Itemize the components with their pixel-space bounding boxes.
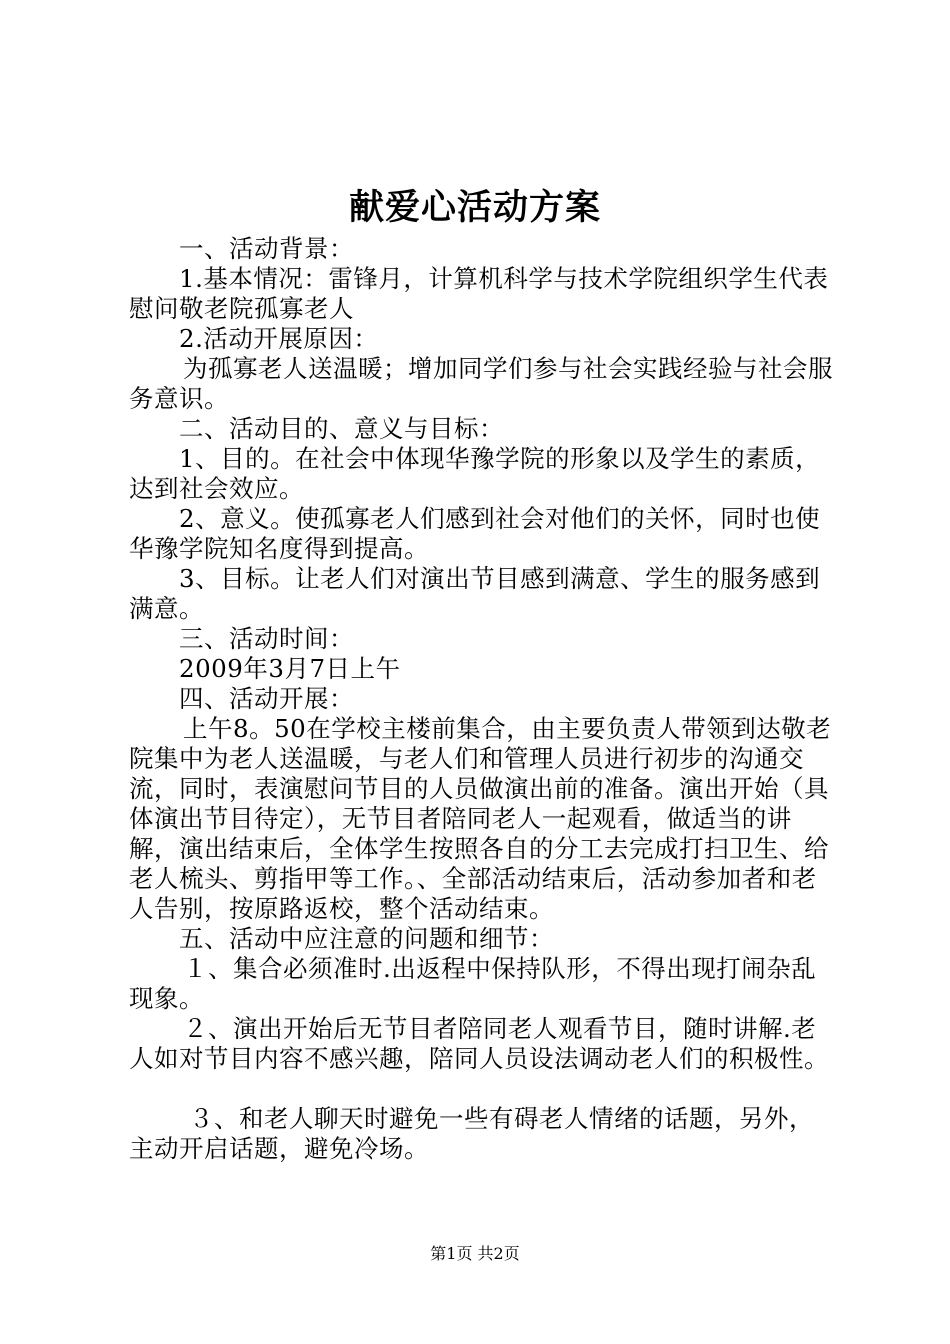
blank-line (129, 1074, 834, 1104)
section-heading-background: 一、活动背景： (179, 234, 354, 263)
document-body (129, 234, 834, 1164)
section-heading-purpose: 二、活动目的、意义与目标： (179, 414, 504, 443)
paragraph-goal: 3、目标。让老人们对演出节目感到满意、学生的服务感到满意。 (129, 564, 821, 623)
paragraph-note-1: １、集合必须准时.出返程中保持队形，不得出现打闹杂乱现象。 (129, 954, 817, 1013)
paragraph-reason: 为孤寡老人送温暖；增加同学们参与社会实践经验与社会服务意识。 (129, 354, 833, 413)
paragraph-note-2: ２、演出开始后无节目者陪同老人观看节目，随时讲解.老人如对节目内容不感兴趣，陪同人员设法调动老人们的积极性。 (129, 1014, 829, 1073)
paragraph-date: 2009年3月7日上午 (179, 654, 401, 683)
paragraph-significance: 2、意义。使孤寡老人们感到社会对他们的关怀，同时也使华豫学院知名度得到提高。 (129, 504, 821, 563)
section-heading-time: 三、活动时间： (179, 624, 354, 653)
paragraph-activity-details: 上午8。50在学校主楼前集合，由主要负责人带领到达敬老院集中为老人送温暖，与老人们和管理人员进行初步的沟通交流，同时，表演慰问节目的人员做演出前的准备。演出开始（具体演出节目待定），无节目者陪同老人一起观看，做适当的讲解，演出结束后，全体学生按照各自的分工去完成打扫卫生、给老人梳头、剪指甲等工作。、全部活动结束后，活动参加者和老人告别，按原路返校，整个活动结束。 (129, 714, 832, 923)
page-footer: 第1页 共2页 (430, 1244, 520, 1263)
paragraph-purpose: 1、目的。在社会中体现华豫学院的形象以及学生的素质，达到社会效应。 (129, 444, 821, 503)
paragraph-reason-heading: 2.活动开展原因： (179, 324, 379, 353)
section-heading-activity: 四、活动开展： (179, 684, 354, 713)
section-heading-notes: 五、活动中应注意的问题和细节： (179, 924, 554, 953)
document-title: 献爱心活动方案 (348, 187, 601, 228)
paragraph-basic-info: 1.基本情况：雷锋月，计算机科学与技术学院组织学生代表慰问敬老院孤寡老人 (129, 264, 829, 323)
paragraph-note-3: ３、和老人聊天时避免一些有碍老人情绪的话题，另外，主动开启话题，避免冷场。 (129, 1104, 814, 1163)
